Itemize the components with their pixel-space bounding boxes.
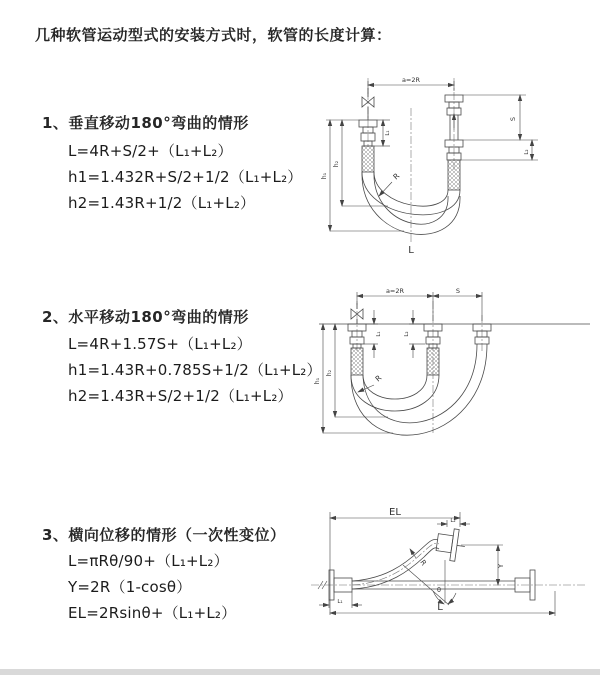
diagram-vertical-180-bend bbox=[316, 70, 588, 262]
dim-label-theta: θ bbox=[437, 586, 441, 594]
scan-edge bbox=[0, 669, 600, 675]
hose-u-bend bbox=[351, 344, 487, 435]
dim-label-r: R bbox=[391, 171, 402, 182]
diagram-horizontal-180-bend bbox=[308, 281, 596, 456]
formula-2-h2: h2=1.43R+S/2+1/2（L₁+L₂） bbox=[68, 387, 293, 405]
formula-1-h1: h1=1.432R+S/2+1/2（L₁+L₂） bbox=[68, 168, 303, 186]
angle-construction bbox=[403, 560, 456, 605]
dim-label-h2: h₂ bbox=[326, 369, 333, 377]
formula-3-Y: Y=2R（1-cosθ） bbox=[68, 578, 192, 596]
dim-label-l2: L₂ bbox=[450, 518, 456, 524]
dim-label-h2: h₂ bbox=[333, 160, 340, 168]
dim-label-el: EL bbox=[389, 507, 401, 518]
dim-label-h1: h₁ bbox=[321, 172, 328, 180]
valve-icon bbox=[351, 303, 363, 324]
dim-label-a2r: a=2R bbox=[401, 76, 421, 84]
section-2-heading: 2、水平移动180°弯曲的情形 bbox=[42, 308, 249, 326]
section-1-heading: 1、垂直移动180°弯曲的情形 bbox=[42, 114, 249, 132]
dim-label-l1: L₁ bbox=[385, 130, 391, 136]
dim-label-h1: h₁ bbox=[314, 377, 321, 385]
dimensions bbox=[319, 512, 555, 616]
centerlines bbox=[357, 301, 482, 433]
diagram-lateral-displacement bbox=[303, 496, 591, 628]
dim-label-s: S bbox=[509, 116, 517, 122]
dim-label-s: S bbox=[455, 287, 461, 295]
dim-label-l: L bbox=[408, 245, 414, 256]
formula-2-h1: h1=1.43R+0.785S+1/2（L₁+L₂） bbox=[68, 361, 322, 379]
displaced-flange bbox=[435, 527, 467, 563]
dimensions bbox=[323, 292, 482, 433]
dim-label-y: Y bbox=[497, 563, 505, 569]
dim-label-r: R bbox=[373, 373, 384, 384]
dim-label-l: L bbox=[437, 602, 443, 613]
dim-label-l2: L₂ bbox=[524, 149, 530, 155]
formula-3-EL: EL=2Rsinθ+（L₁+L₂） bbox=[68, 604, 237, 622]
dimensions bbox=[326, 81, 538, 231]
doc-title: 几种软管运动型式的安装方式时，软管的长度计算： bbox=[35, 26, 392, 44]
formula-1-h2: h2=1.43R+1/2（L₁+L₂） bbox=[68, 194, 256, 212]
section-3-heading: 3、横向位移的情形（一次性变位） bbox=[42, 526, 286, 544]
formula-2-L: L=4R+1.57S+（L₁+L₂） bbox=[68, 335, 252, 353]
formula-1-L: L=4R+S/2+（L₁+L₂） bbox=[68, 142, 233, 160]
dim-label-l1: L₁ bbox=[376, 331, 382, 337]
displaced-hose-curve bbox=[352, 539, 439, 589]
dim-label-a2r: a=2R bbox=[385, 287, 405, 295]
centerlines bbox=[368, 78, 454, 242]
dim-label-l2: L₂ bbox=[404, 331, 410, 337]
dim-label-l1: L₁ bbox=[337, 599, 343, 605]
dim-label-r: R bbox=[418, 558, 428, 568]
formula-3-L: L=πRθ/90+（L₁+L₂） bbox=[68, 552, 229, 570]
